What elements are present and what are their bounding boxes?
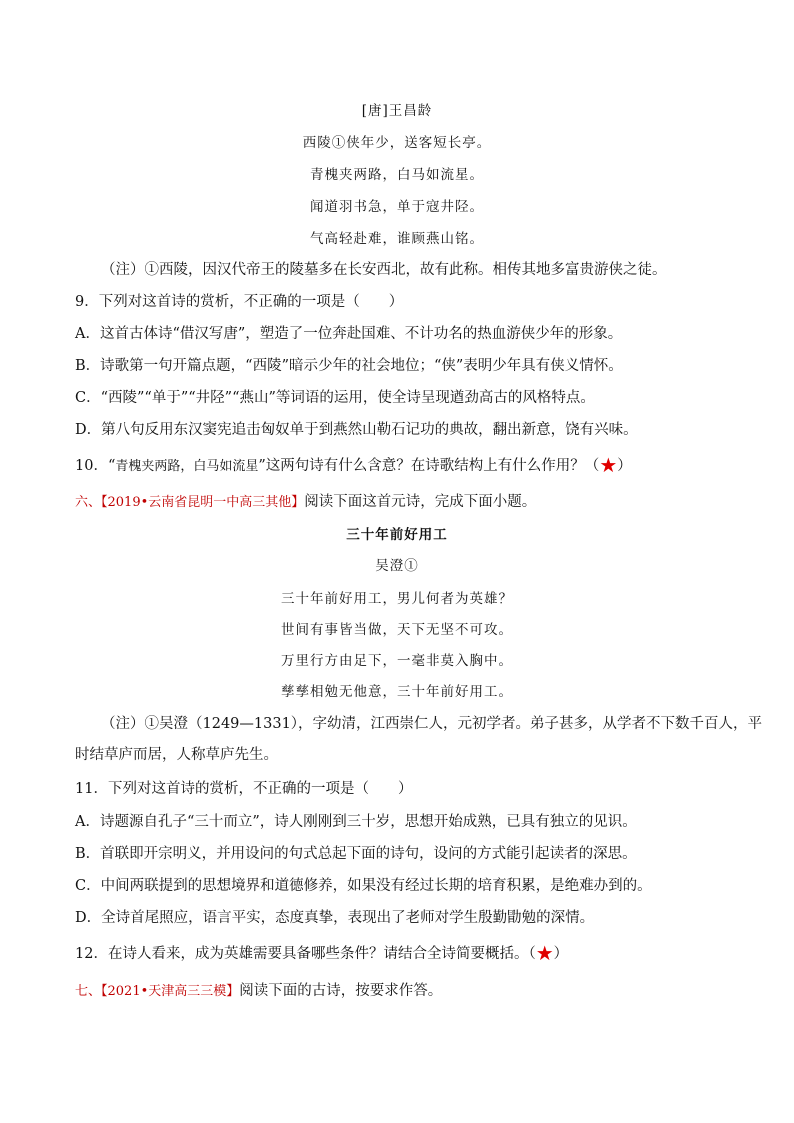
question-11-option-b: B．首联即开宗明义，并用设问的句式总起下面的诗句，设问的方式能引起读者的深思。 <box>75 846 637 862</box>
question-9-option-a: A．这首古体诗“借汉写唐”，塑造了一位奔赴国难、不计功名的热血游侠少年的形象。 <box>75 326 623 342</box>
question-12 <box>75 943 568 964</box>
poem-author: [唐]王昌龄 <box>361 103 433 119</box>
section-7-header <box>75 981 442 1002</box>
poem-line-2: 青槐夹两路，白马如流星。 <box>310 167 484 183</box>
poem-line-4: 孳孳相勉无他意，三十年前好用工。 <box>281 684 513 700</box>
question-10-suffix: ”这两句诗有什么含意？在诗歌结构上有什么作用？（ <box>258 458 600 474</box>
question-11-stem: 11．下列对这首诗的赏析，不正确的一项是（ ） <box>75 781 413 797</box>
question-9-option-b: B．诗歌第一句开篇点题，“西陵”暗示少年的社会地位；“侠”表明少年具有侠义情怀。 <box>75 358 623 374</box>
star-icon: ★ <box>599 453 618 477</box>
section-6-instruction: 阅读下面这首元诗，完成下面小题。 <box>304 494 537 510</box>
question-11-option-c: C．中间两联提到的思想境界和道德修养，如果没有经过长期的培育积累，是绝难办到的。 <box>75 878 652 894</box>
poem-line-3: 万里行方由足下，一毫非莫入胸中。 <box>281 653 513 669</box>
question-9-option-d: D．第八句反用东汉窦宪追击匈奴单于到燕然山勒石记功的典故，翻出新意，饶有兴味。 <box>75 422 638 438</box>
question-11-option-a: A．诗题源自孔子“三十而立”，诗人刚刚到三十岁，思想开始成熟，已具有独立的见识。 <box>75 814 637 830</box>
question-9-stem: 9．下列对这首诗的赏析，不正确的一项是（ ） <box>75 294 404 310</box>
poem-line-2: 世间有事皆当做，天下无坚不可攻。 <box>281 622 513 638</box>
question-12-close: ） <box>553 946 569 962</box>
star-icon: ★ <box>535 941 554 965</box>
poem-author: 吴澄① <box>375 558 419 574</box>
question-12-text: 12．在诗人看来，成为英雄需要具备哪些条件？请结合全诗简要概括。（ <box>75 946 536 962</box>
question-10-quote: 青槐夹两路，白马如流星 <box>115 459 259 474</box>
poem-note-line-2: 时结草庐而居，人称草庐先生。 <box>75 747 278 763</box>
section-6-header <box>75 492 536 513</box>
question-11-option-d: D．全诗首尾照应，语言平实，态度真挚，表现出了老师对学生殷勤勖勉的深情。 <box>75 910 595 926</box>
question-10-prefix: 10．“ <box>75 458 116 474</box>
poem-title: 三十年前好用工 <box>346 527 448 543</box>
question-9-option-c: C．“西陵”“单于”“井陉”“燕山”等词语的运用，使全诗呈现遒劲高古的风格特点。 <box>75 390 595 406</box>
poem-line-3: 闻道羽书急，单于寇井陉。 <box>310 199 484 215</box>
poem-note-line-1: （注）①吴澄（1249—1331），字幼清，江西崇仁人，元初学者。弟子甚多，从学者不下数千百人，平 <box>101 716 763 732</box>
section-7-instruction: 阅读下面的古诗，按要求作答。 <box>239 983 443 999</box>
poem-note: （注）①西陵，因汉代帝王的陵墓多在长安西北，故有此称。相传其地多富贵游侠之徒。 <box>101 262 667 278</box>
poem-line-4: 气高轻赴难，谁顾燕山铭。 <box>310 231 484 247</box>
section-6-source: 六、【2019•云南省昆明一中高三其他】 <box>75 495 305 510</box>
question-10-close: ） <box>617 458 632 474</box>
poem-line-1: 西陵①侠年少，送客短长亭。 <box>302 135 492 151</box>
poem-line-1: 三十年前好用工，男儿何者为英雄？ <box>281 591 513 607</box>
section-7-source: 七、【2021•天津高三三模】 <box>75 984 240 999</box>
question-10 <box>75 455 632 477</box>
